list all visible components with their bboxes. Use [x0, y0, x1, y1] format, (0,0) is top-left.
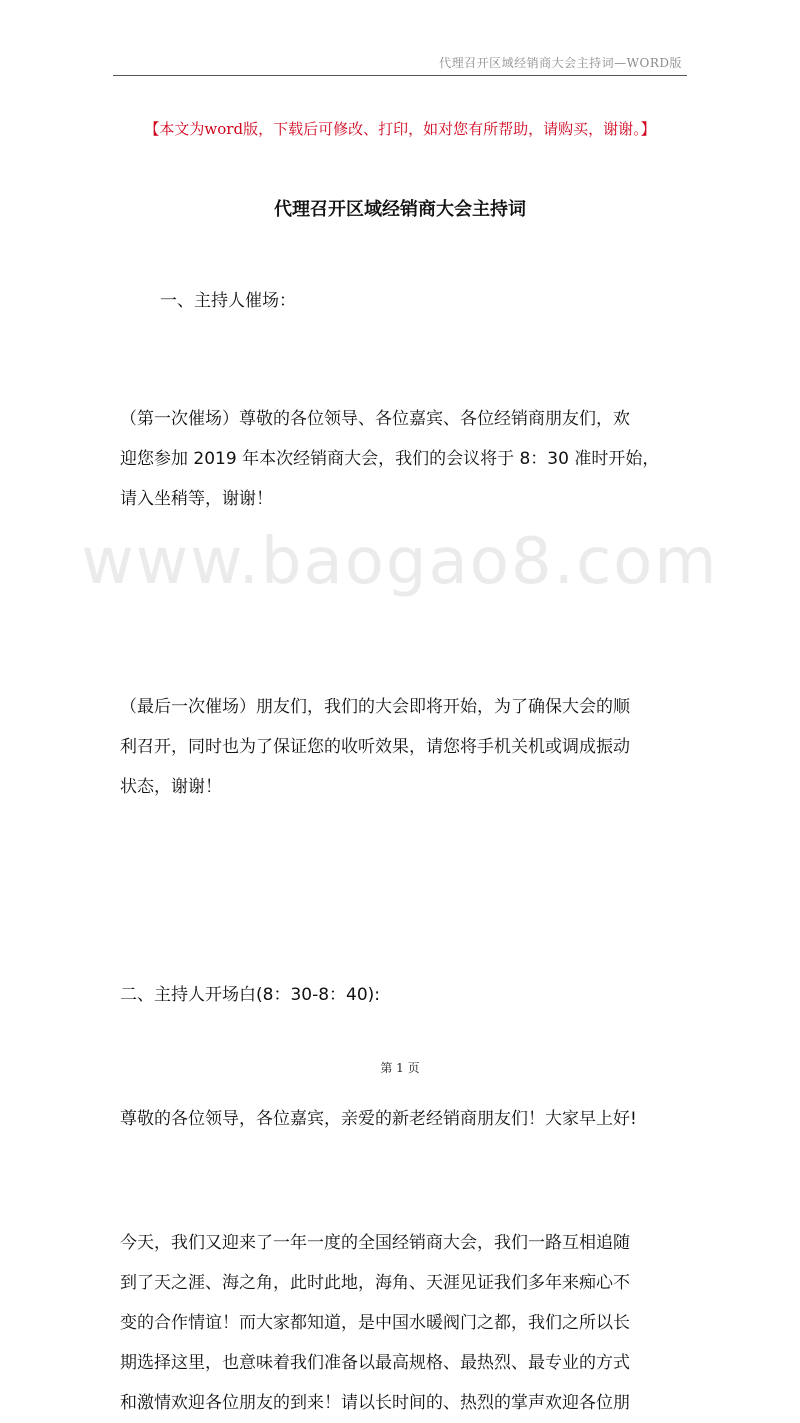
- paragraph-last-call: [120, 687, 682, 807]
- section-heading-1: 一、主持人催场：: [160, 291, 296, 311]
- paragraph-line: 变的合作情谊！而大家都知道，是中国水暖阀门之都，我们之所以长: [120, 1313, 630, 1333]
- page-number: 第 1 页: [380, 1061, 420, 1075]
- running-header: 代理召开区域经销商大会主持词—WORD版: [439, 56, 682, 70]
- paragraph-first-call: [120, 399, 682, 519]
- paragraph-line: 到了天之涯、海之角，此时此地，海角、天涯见证我们多年来痴心不: [120, 1273, 630, 1293]
- paragraph-line: （最后一次催场）朋友们，我们的大会即将开始，为了确保大会的顺: [120, 697, 630, 717]
- section-heading-2: 二、主持人开场白(8：30-8：40):: [120, 985, 381, 1005]
- paragraph-line: 尊敬的各位领导，各位嘉宾，亲爱的新老经销商朋友们！大家早上好!: [120, 1109, 637, 1129]
- paragraph-line: 和激情欢迎各位朋友的到来！请以长时间的、热烈的掌声欢迎各位朋: [120, 1393, 630, 1413]
- header-divider: [113, 75, 687, 76]
- paragraph-line: 状态，谢谢！: [120, 777, 222, 797]
- watermark: www.baogao8.com: [81, 525, 719, 599]
- paragraph-line: 迎您参加 2019 年本次经销商大会，我们的会议将于 8：30 准时开始，: [120, 449, 660, 469]
- paragraph-opening: [120, 1223, 682, 1423]
- paragraph-line: （第一次催场）尊敬的各位领导、各位嘉宾、各位经销商朋友们，欢: [120, 409, 630, 429]
- document-title: 代理召开区域经销商大会主持词: [274, 199, 526, 220]
- paragraph-greeting: [120, 1099, 682, 1139]
- paragraph-line: 请入坐稍等，谢谢！: [120, 489, 273, 509]
- paragraph-line: 今天，我们又迎来了一年一度的全国经销商大会，我们一路互相追随: [120, 1233, 630, 1253]
- paragraph-line: 期选择这里，也意味着我们准备以最高规格、最热烈、最专业的方式: [120, 1353, 630, 1373]
- paragraph-line: 利召开，同时也为了保证您的收听效果，请您将手机关机或调成振动: [120, 737, 630, 757]
- purchase-notice: 【本文为word版，下载后可修改、打印，如对您有所帮助，请购买，谢谢。】: [144, 120, 656, 138]
